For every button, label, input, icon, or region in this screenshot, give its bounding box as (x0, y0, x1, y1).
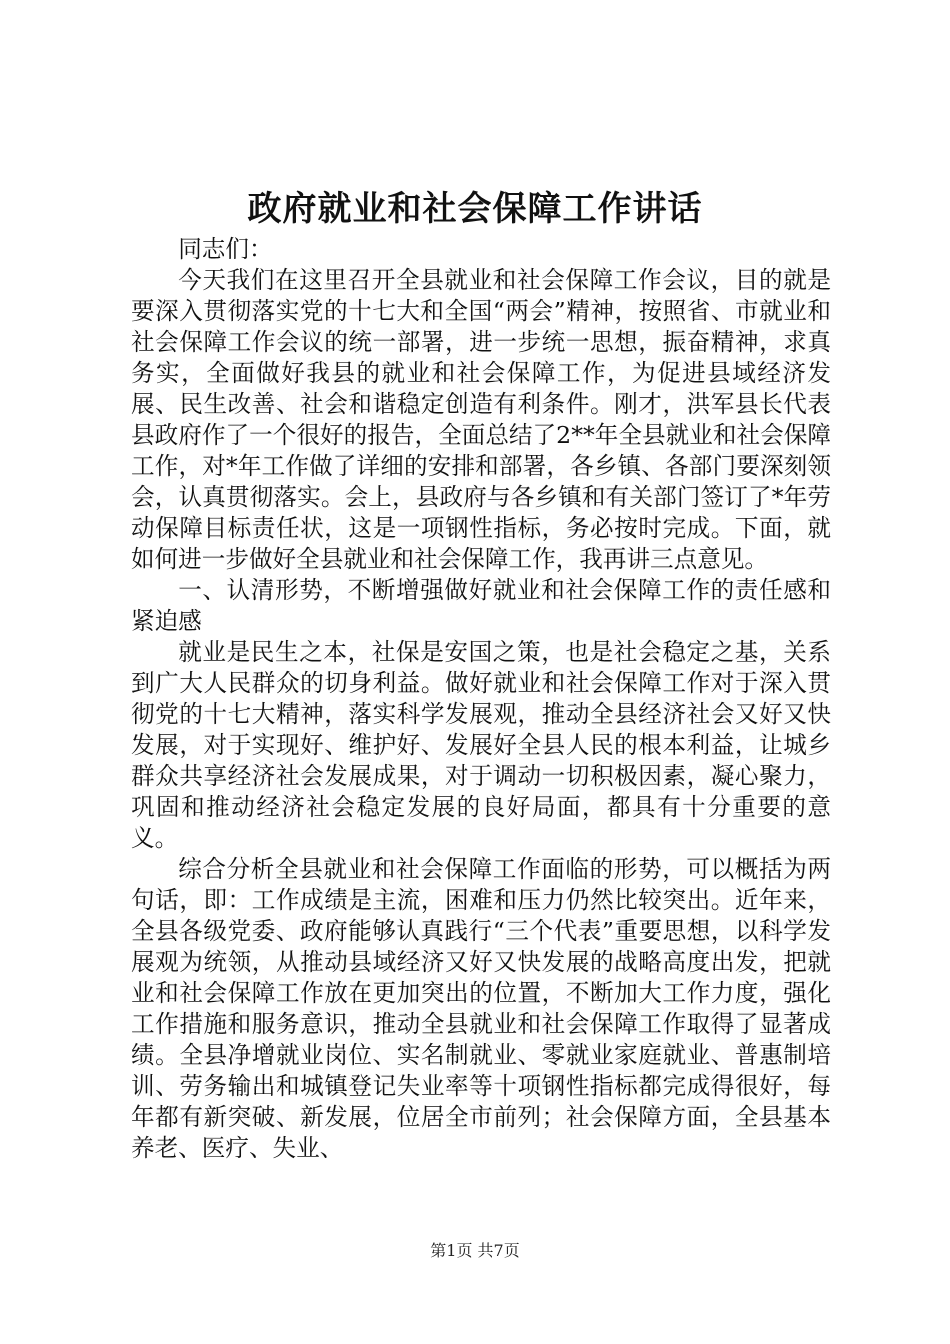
document-title: 政府就业和社会保障工作讲话 (247, 189, 703, 229)
body-paragraph-importance: 就业是民生之本，社保是安国之策，也是社会稳定之基，关系到广大人民群众的切身利益。做好就业和社会保障工作对于深入贯彻党的十七大精神，落实科学发展观，推动全县经济社会又好又快发展，对于实现好、维护好、发展好全县人民的根本利益，让城乡群众共享经济社会发展成果，对于调动一切积极因素，凝心聚力，巩固和推动经济社会稳定发展的良好局面，都具有十分重要的意义。 (131, 638, 831, 852)
body-paragraph-intro: 今天我们在这里召开全县就业和社会保障工作会议，目的就是要深入贯彻落实党的十七大和全国“两会”精神，按照省、市就业和社会保障工作会议的统一部署，进一步统一思想，振奋精神，求真务实，全面做好我县的就业和社会保障工作，为促进县域经济发展、民生改善、社会和谐稳定创造有利条件。刚才，洪军县长代表县政府作了一个很好的报告，全面总结了2**年全县就业和社会保障工作，对*年工作做了详细的安排和部署，各乡镇、各部门要深刻领会，认真贯彻落实。会上，县政府与各乡镇和有关部门签订了*年劳动保障目标责任状，这是一项钢性指标，务必按时完成。下面，就如何进一步做好全县就业和社会保障工作，我再讲三点意见。 (131, 266, 831, 573)
page-footer: 第1页 共7页 (430, 1241, 520, 1260)
document-body (131, 234, 831, 1164)
section-heading-1: 一、认清形势，不断增强做好就业和社会保障工作的责任感和紧迫感 (131, 576, 831, 635)
salutation-paragraph: 同志们： (178, 235, 273, 263)
body-paragraph-situation: 综合分析全县就业和社会保障工作面临的形势，可以概括为两句话，即：工作成绩是主流，困难和压力仍然比较突出。近年来，全县各级党委、政府能够认真践行“三个代表”重要思想，以科学发展观为统领，从推动县域经济又好又快发展的战略高度出发，把就业和社会保障工作放在更加突出的位置，不断加大工作力度，强化工作措施和服务意识，推动全县就业和社会保障工作取得了显著成绩。全县净增就业岗位、实名制就业、零就业家庭就业、普惠制培训、劳务输出和城镇登记失业率等十项钢性指标都完成得很好，每年都有新突破、新发展，位居全市前列；社会保障方面，全县基本养老、医疗、失业、 (131, 855, 831, 1162)
